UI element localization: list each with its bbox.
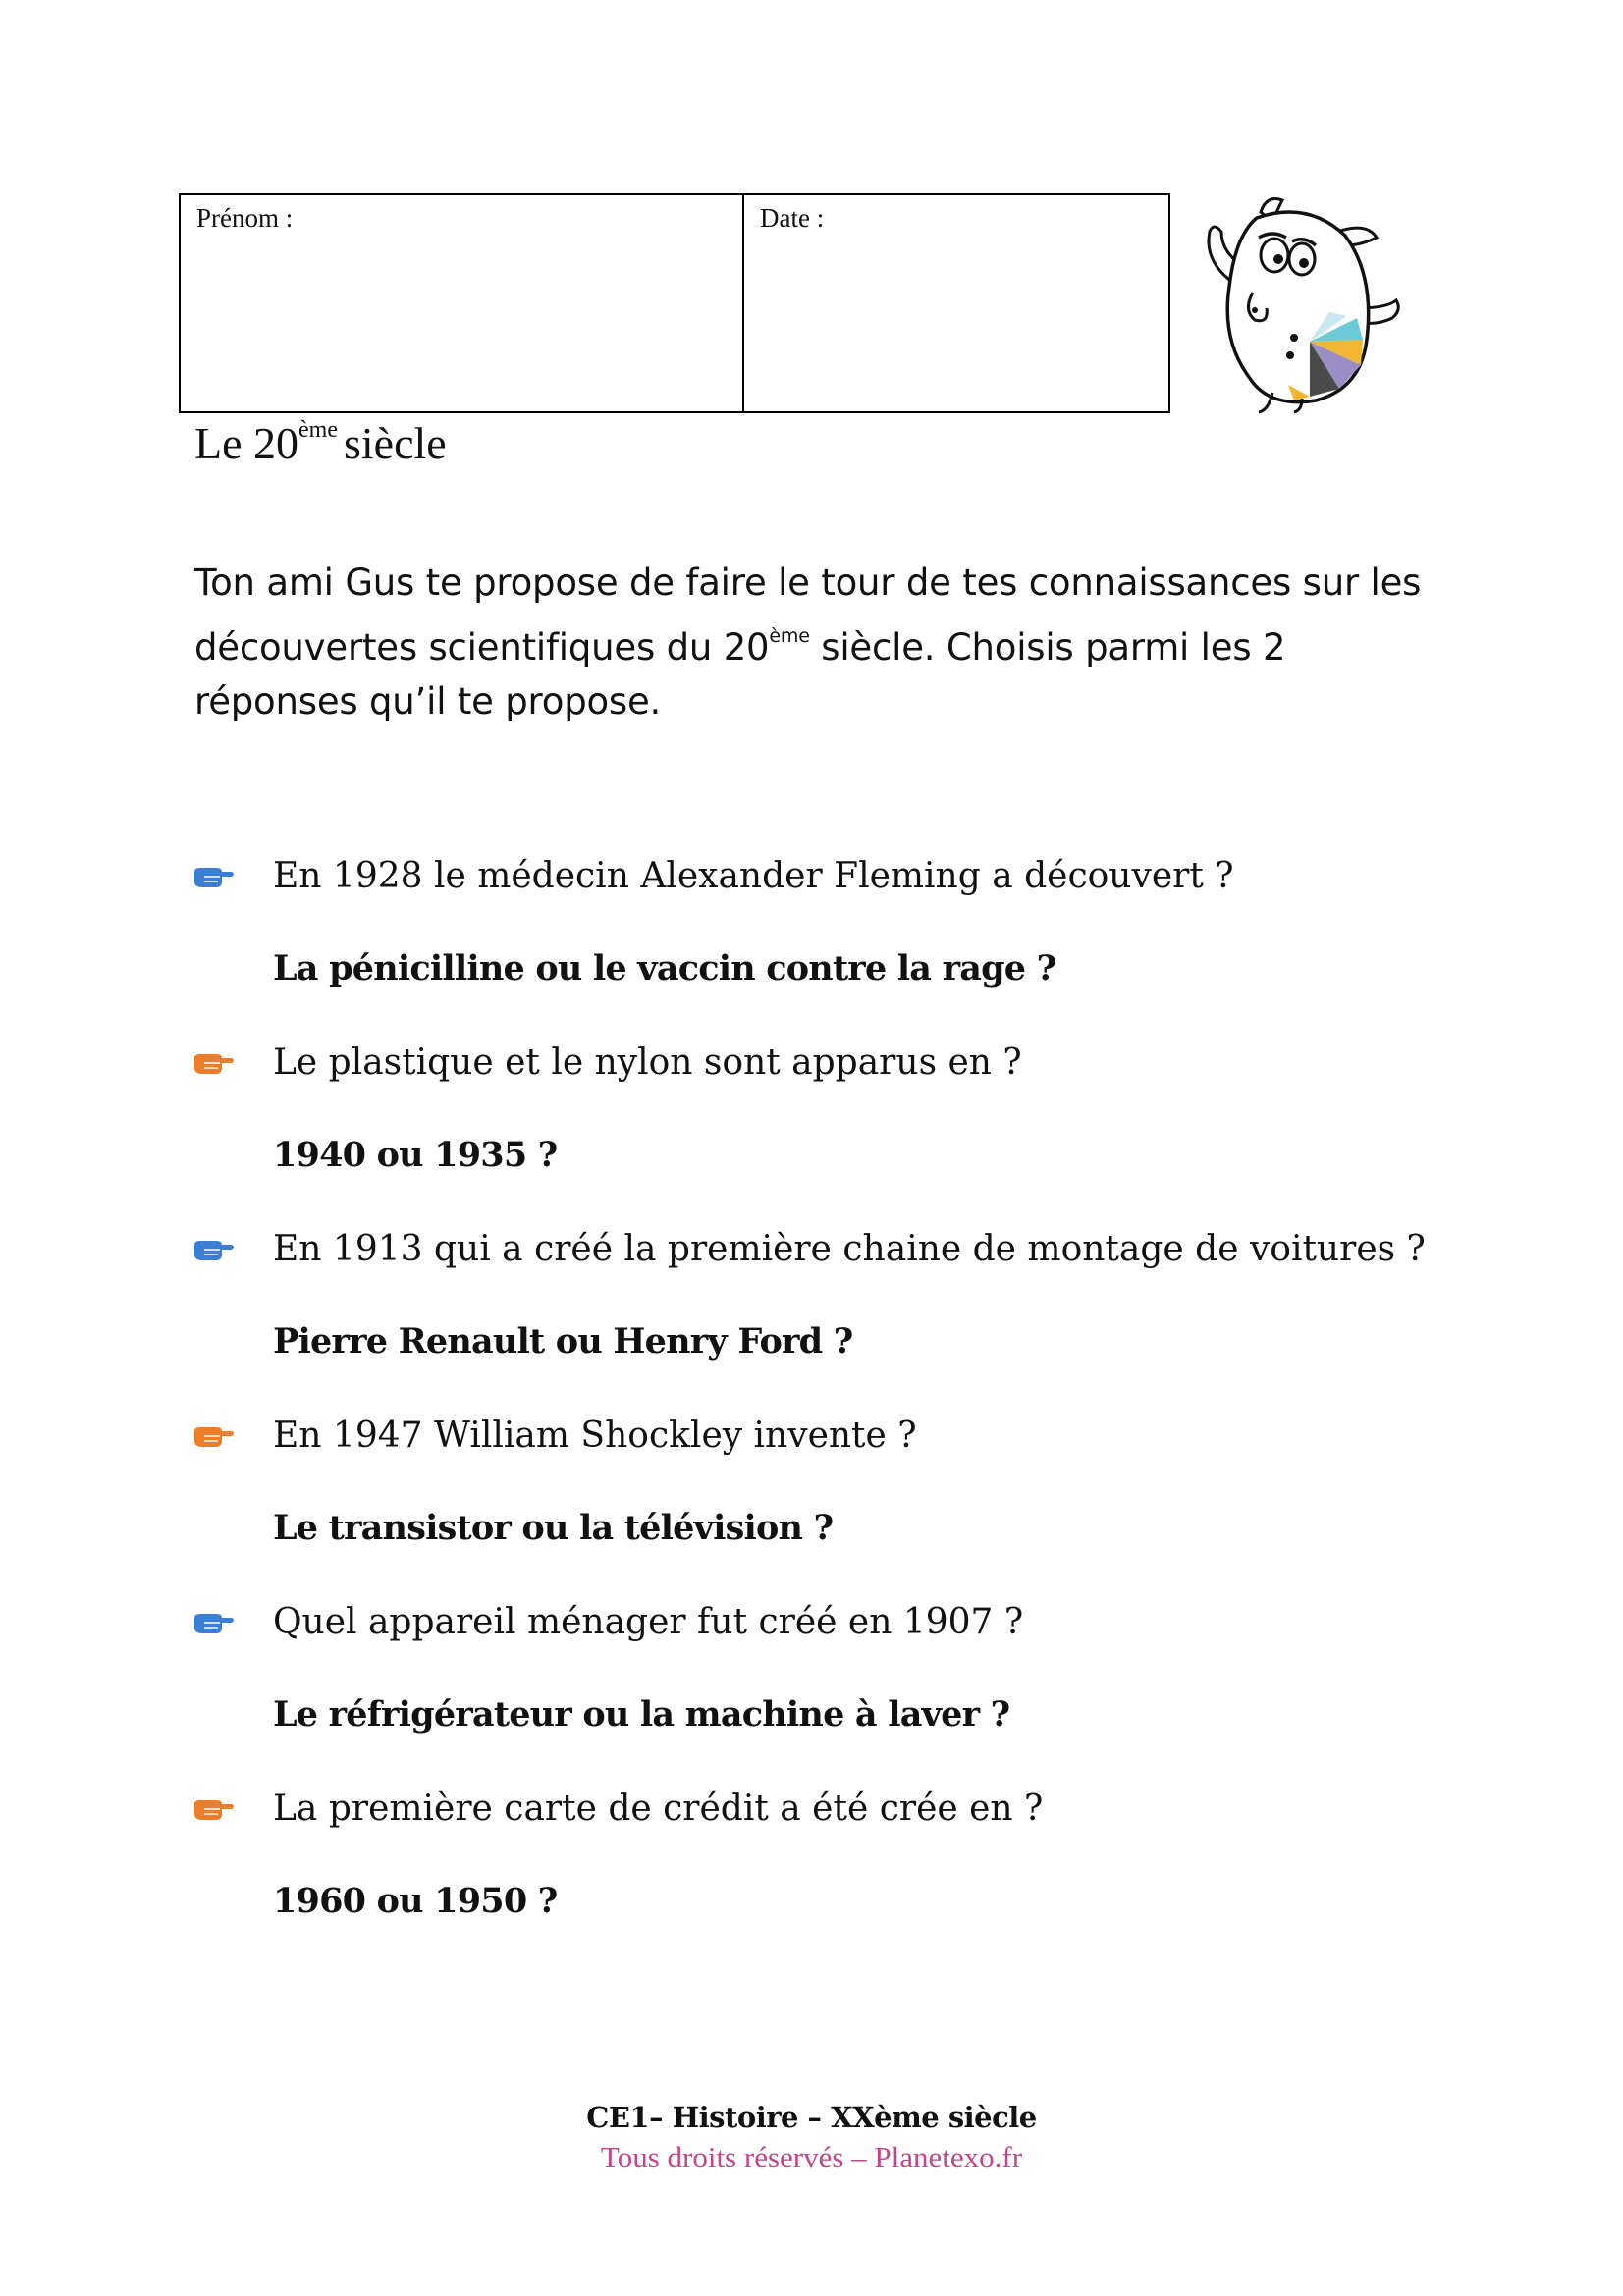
student-info-box (179, 193, 1170, 413)
answer-choices: 1960 ou 1950 ? (273, 1881, 558, 1921)
first-name-label: Prénom : (196, 203, 294, 233)
question-text: Quel appareil ménager fut créé en 1907 ? (273, 1602, 1024, 1642)
answer-choices: Le réfrigérateur ou la machine à laver ? (273, 1694, 1010, 1735)
pointing-hand-icon (192, 1796, 236, 1824)
question-text: La première carte de crédit a été crée en ? (273, 1789, 1044, 1829)
footer-course: CE1– Histoire – XXème siècle (586, 2101, 1037, 2134)
title-suffix: siècle (344, 418, 447, 468)
question-text: En 1928 le médecin Alexander Fleming a découvert ? (273, 856, 1234, 896)
answer-choices: Le transistor ou la télévision ? (273, 1508, 834, 1548)
title-superscript: ème (298, 417, 338, 443)
intro-part2: siècle. Choisis parmi les 2 réponses qu’il te propose. (194, 626, 1286, 722)
question-text: En 1913 qui a créé la première chaine de montage de voitures ? (273, 1229, 1426, 1269)
intro-superscript: ème (769, 625, 810, 647)
pointing-hand-icon (192, 1050, 236, 1078)
page-title (194, 417, 447, 469)
pointing-hand-icon (192, 1237, 236, 1264)
intro-text (194, 556, 1451, 728)
answer-choices: Pierre Renault ou Henry Ford ? (273, 1321, 853, 1362)
gus-mascot-icon (1200, 192, 1410, 414)
question-text: Le plastique et le nylon sont apparus en ? (273, 1042, 1022, 1083)
intro-part1: Ton ami Gus te propose de faire le tour de tes connaissances sur les découvertes scientifiques du 20 (194, 561, 1422, 668)
answer-choices: 1940 ou 1935 ? (273, 1135, 558, 1175)
pointing-hand-icon (192, 1423, 236, 1451)
pointing-hand-icon (192, 864, 236, 891)
title-prefix: Le 20 (194, 418, 299, 468)
date-label: Date : (760, 203, 825, 233)
question-text: En 1947 William Shockley invente ? (273, 1415, 917, 1456)
date-field[interactable] (744, 195, 1168, 411)
pointing-hand-icon (192, 1610, 236, 1637)
footer-copyright: Tous droits réservés – Planetexo.fr (600, 2140, 1023, 2174)
first-name-field[interactable] (181, 195, 744, 411)
answer-choices: La pénicilline ou le vaccin contre la rage ? (273, 948, 1056, 988)
